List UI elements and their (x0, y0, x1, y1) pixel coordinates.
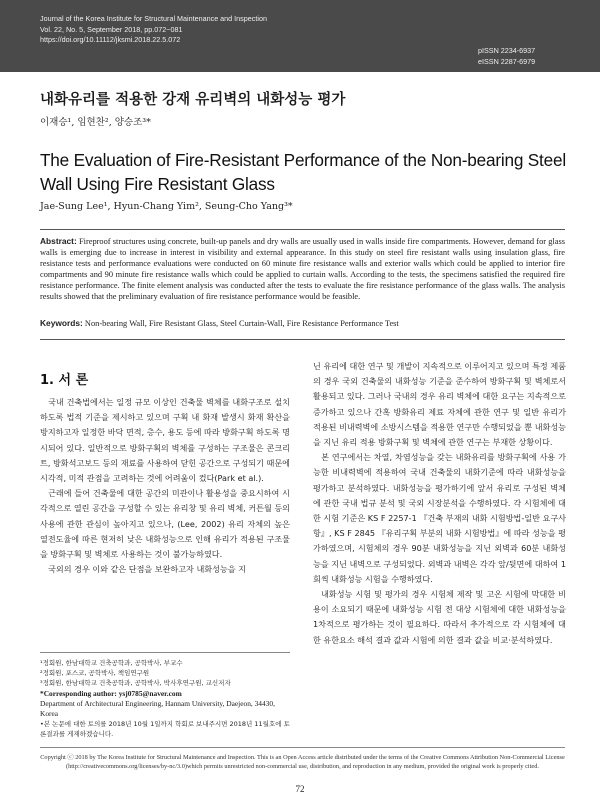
author-department: Department of Architectural Engineering, Hannam University, Daejeon, 34430, Korea (40, 698, 275, 719)
body-paragraph: 근래에 들어 건축물에 대한 공간의 미관이나 활용성을 중요시하여 시각적으로 열린 공간을 구성할 수 있는 유리창 및 유리 벽체, 커튼월 등의 사용에 관한 관심이 높아지고 있으나, (Lee, 2002) 유리 자체의 높은 열전도율에 따른 현저히 낮은 내화성능으로 인해 유리가 적용된 구조물을 방화구획 및 벽체로 사용하는 것이 불가능하였다. (40, 488, 290, 560)
footnote-affiliation-3: ³정회원, 한남대학교 건축공학과, 공학박사, 박사후연구원, 교신저자 (40, 679, 231, 688)
body-right-column (313, 359, 566, 648)
body-paragraph: 본 연구에서는 차열, 차염성능을 갖는 내화유리를 방화구획에 사용 가능한 비내력벽에 적용하여 국내 건축물의 내화기준에 따라 내화성능을 평가하고 분석하였다. 내화성능을 평가하기에 앞서 유리로 구성된 벽체에 관한 국내 법규 분석 및 국외 시장분석을 수행하였다. 각 시험체에 대한 시험 기준은 KS F 2257-1 『건축 부재의 내화 시험방법-일반 요구사항』, KS F 2845 『유리구획 부분의 내화 시험방법』에 따라 성능을 평가하였으며, 시험체의 경우 90분 내화성능을 지닌 외벽과 60분 내화성능을 지닌 내벽으로 구성되었다. 외벽과 내벽은 각각 앞/뒷면에 대하여 1회씩 내화성능 시험을 수행하였다. (313, 452, 566, 584)
body-paragraph: 내화성능 시험 및 평가의 경우 시험체 제작 및 고온 시험에 막대한 비용이 소요되기 때문에 내화성능 시험 전 대상 시험체에 대한 내화성능을 1차적으로 평가하는 것이 필요하다. 따라서 추가적으로 각 시험체에 대한 유한요소 해석 결과 값과 시험에 의한 결과 값을 비교·분석하였다. (313, 589, 566, 645)
copyright-notice: Copyright ⓒ 2018 by The Korea Institute for Structural Maintenance and Inspection. This is an Open Access article distributed under the terms of the Creative Commons Attribution Non-Commercial License (http://creativecommons.org/licenses/by-nc/3.0)which permits unrestricted non-commercial use, distribution, and reproduction in any medium, provided the original work is properly cited. (40, 754, 565, 771)
corresponding-author: *Corresponding author: ysj0785@naver.com (40, 688, 182, 698)
body-paragraph: 닌 유리에 대한 연구 및 개발이 지속적으로 이루어지고 있으며 특정 제품의 경우 국외 건축물의 내화성능 기준을 준수하여 방화구획 및 벽체로서 활용되고 있다. 그러나 국내의 경우 유리 벽체에 대한 요구는 지속적으로 증가하고 있으나 간혹 방화유리 제료 자체에 관한 연구 및 일반 유리가 적용된 비내력벽에 소방시스템을 적용한 연구만 수행되었을 뿐 내화성능을 지닌 유리 적용 방화구획 및 벽체에 관한 연구는 부재한 상황이다. (313, 361, 566, 448)
keywords-text: Non-bearing Wall, Fire Resistant Glass, Steel Curtain-Wall, Fire Resistance Performance Test (84, 319, 399, 328)
keywords-label: Keywords: (40, 318, 83, 328)
footnote-affiliation-1: ¹정회원, 한남대학교 건축공학과, 공학박사, 부교수 (40, 659, 183, 667)
page-number: 72 (295, 784, 305, 794)
journal-volume: Vol. 22, No. 5, September 2018, pp.072~081 (40, 24, 183, 34)
footnote-affiliation-2: ²정회원, 포스코, 공학박사, 책임연구원 (40, 669, 150, 678)
eissn: eISSN 2287-6979 (478, 56, 536, 66)
keywords (40, 318, 565, 328)
discussion-note: •본 논문에 대한 토의를 2018년 10월 1일까지 학회로 보내주시면 2018년 11월호에 토론결과를 게재하겠습니다. (40, 720, 290, 739)
body-left-column (40, 395, 290, 577)
footnotes (40, 658, 290, 740)
copyright-rule (40, 747, 565, 748)
abstract-text: Fireproof structures using concrete, built-up panels and dry walls are usually used in walls inside fire compartments. However, demand for glass walls is emerging due to increase in interest in visibility and external appearance. In this study on steel fire resistant walls using insulation glass, fire resistance tests and performance evaluations were conducted on 60 minute fire resistance walls and exterior walls which could be applied to interior fire compartments and 90 minute fire resistance walls which could be applied to curtain walls. According to the tests, the specimens satisfied the required fire resistance performance. The finite element analysis was conducted after the tests to evaluate the fire resistance performance of the glass walls. The analysis results showed that the preliminary evaluation of fire resistance performance would be feasible. (40, 237, 566, 302)
english-title: The Evaluation of Fire-Resistant Performance of the Non-bearing Steel Wall Using Fire Resistant Glass (40, 150, 566, 194)
journal-name: Journal of the Korea Institute for Structural Maintenance and Inspection (40, 14, 267, 23)
journal-header (0, 0, 600, 72)
doi-link[interactable]: https://doi.org/10.11112/jksmi.2018.22.5.072 (40, 35, 181, 44)
pissn: pISSN 2234-6937 (478, 46, 536, 55)
footnote-rule (40, 652, 290, 653)
issn-info (478, 46, 535, 67)
journal-info (40, 14, 267, 46)
korean-title: 내화유리를 적용한 강재 유리벽의 내화성능 평가 (40, 92, 346, 108)
korean-authors: 이재승¹, 임현찬², 양승조³* (40, 117, 151, 128)
abstract-bottom-rule (40, 339, 565, 340)
body-paragraph: 국외의 경우 이와 같은 단점을 보완하고자 내화성능을 지 (48, 564, 246, 575)
body-paragraph: 국내 건축법에서는 일정 규모 이상인 건축물 벽체를 내화구조로 설치하도록 법적 기준을 제시하고 있으며 구획 내 화재 발생시 화재 확산을 방지하고자 일정한 바닥 면적, 층수, 용도 등에 따라 방화구획 하도록 명시되어 있다. 일반적으로 방화구획의 벽체를 구성하는 구조물은 콘크리트, 방화석고보드 등의 재료를 사용하여 닫힌 공간으로 구성되기 때문에 시각적, 미적 관점을 고려하는 것에 어려움이 컸다(Park et al.). (40, 397, 290, 484)
abstract-label: Abstract: (40, 236, 77, 246)
english-authors: Jae-Sung Lee¹, Hyun-Chang Yim², Seung-Cho Yang³* (40, 201, 293, 212)
section-1-title: 1. 서 론 (40, 373, 89, 388)
abstract (40, 236, 565, 302)
abstract-top-rule (40, 229, 565, 230)
